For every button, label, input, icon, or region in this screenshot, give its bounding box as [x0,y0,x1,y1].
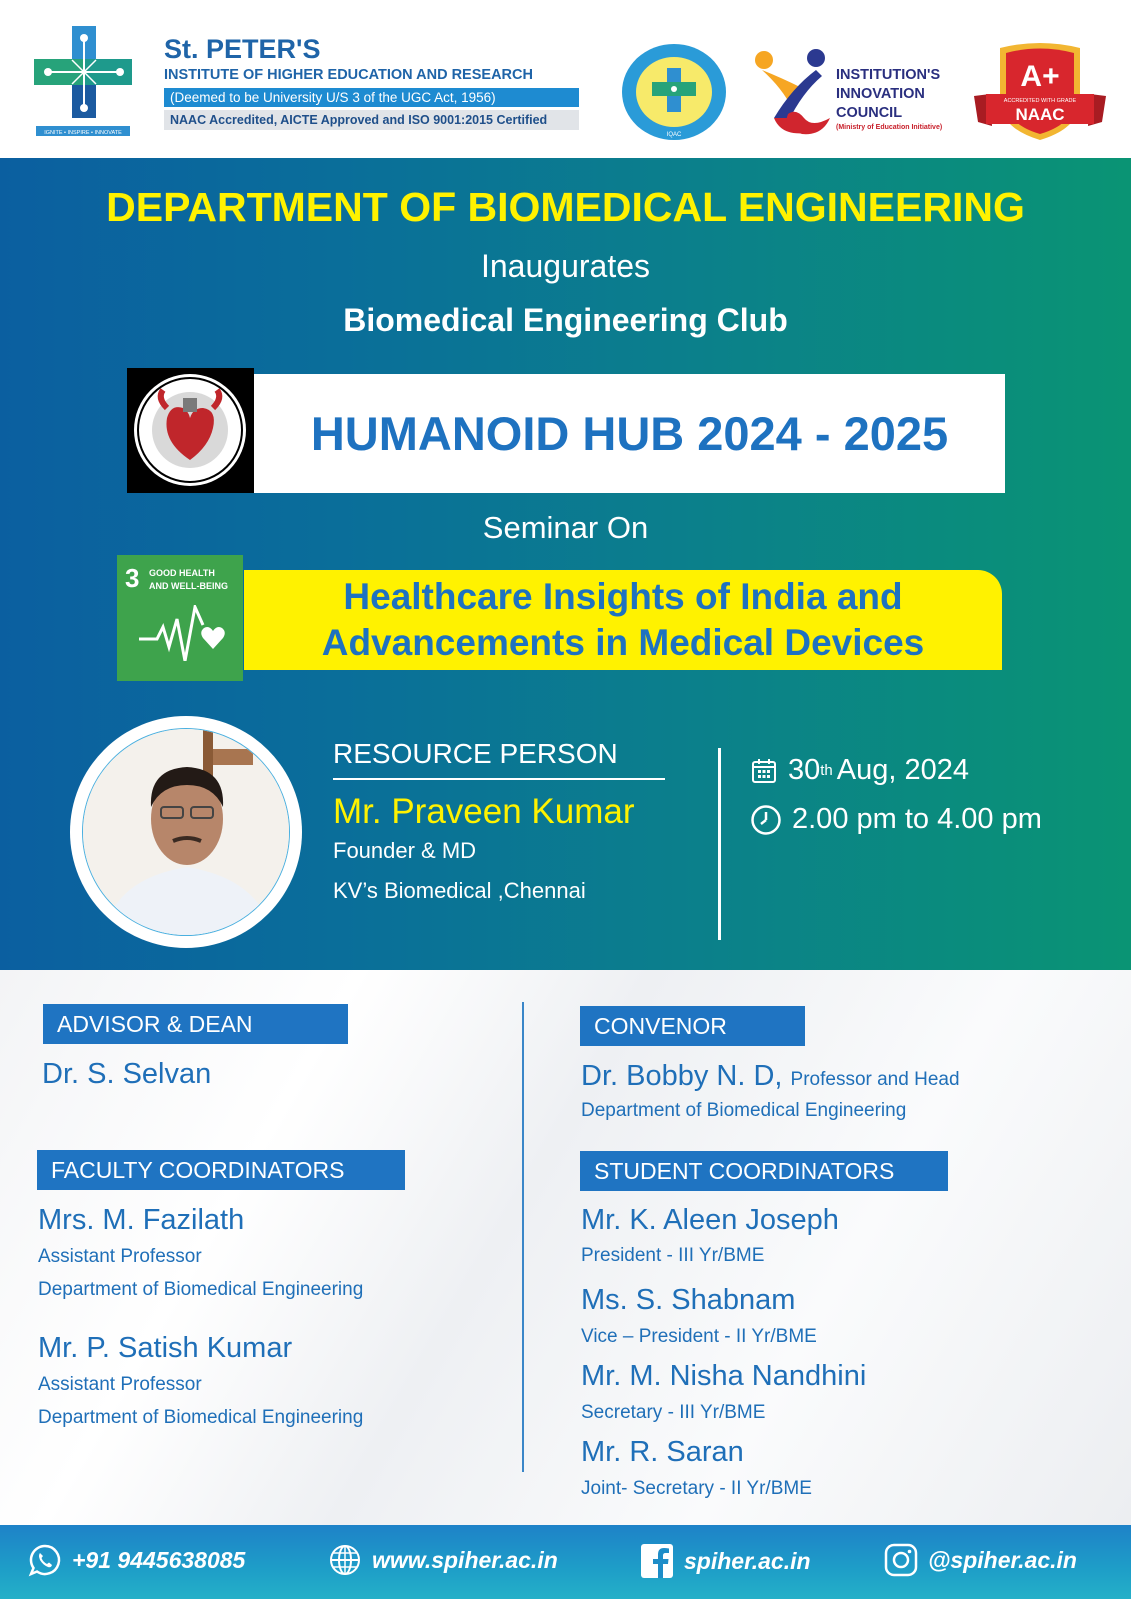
advisor-tag: ADVISOR & DEAN [43,1004,348,1044]
seminar-topic-line-2: Advancements in Medical Devices [321,622,925,663]
student-member-role: Secretary - III Yr/BME [581,1402,766,1423]
footer-phone-text: +91 9445638085 [72,1546,246,1573]
sdg-number: 3 [125,563,140,593]
department-title: DEPARTMENT OF BIOMEDICAL ENGINEERING [106,184,1025,230]
footer-facebook-text: spiher.ac.in [684,1547,811,1574]
convenor-title: Professor and Head [790,1069,960,1090]
seminar-topic-line-1: Healthcare Insights of India and [343,576,903,617]
iic-text-block [836,66,942,131]
institute-subtitle: INSTITUTE OF HIGHER EDUCATION AND RESEARCH [164,67,533,83]
student-member-name: Ms. S. Shabnam [581,1284,796,1316]
humanoid-hub-title-box [254,374,1005,493]
instagram-icon [884,1543,918,1577]
faculty-member-department: Department of Biomedical Engineering [38,1279,364,1300]
sdg-label [149,567,228,593]
resource-person-label: RESOURCE PERSON [333,738,665,780]
footer-website[interactable] [328,1543,558,1577]
person-silhouette-icon [83,729,290,936]
header [0,0,1131,158]
faculty-member-department: Department of Biomedical Engineering [38,1407,364,1428]
inaugurates-text: Inaugurates [480,248,650,284]
resource-person-role: Founder & MD [333,838,477,863]
student-member-role: Vice – President - II Yr/BME [581,1326,817,1347]
humanoid-hub-title: HUMANOID HUB 2024 - 2025 [310,407,949,460]
committee-divider [522,1002,524,1472]
advisor-name: Dr. S. Selvan [42,1058,212,1090]
student-member-role: President - III Yr/BME [581,1245,765,1266]
footer-facebook[interactable] [640,1543,811,1579]
convenor-name-line [581,1060,960,1093]
svg-text:IGNITE • INSPIRE • INNOVATE: IGNITE • INSPIRE • INNOVATE [44,130,122,136]
iic-line-2: INNOVATION [836,86,925,102]
faculty-member-designation: Assistant Professor [38,1246,202,1267]
seminar-on-label: Seminar On [482,510,649,545]
student-member-name: Mr. M. Nisha Nandhini [581,1360,867,1392]
iic-line-1: INSTITUTION'S [836,67,941,83]
student-member-role: Joint- Secretary - II Yr/BME [581,1478,812,1499]
institute-logo-icon [34,26,132,138]
svg-text:A+: A+ [1020,60,1060,93]
institute-deemed: (Deemed to be University U/S 3 of the UGC Act, 1956) [164,88,579,107]
iic-line-3: COUNCIL [836,105,903,121]
footer-instagram-text: @spiher.ac.in [928,1546,1077,1573]
student-member-name: Mr. K. Aleen Joseph [581,1204,839,1236]
committee-section [0,970,1131,1525]
iic-ministry: (Ministry of Education Initiative) [836,124,943,131]
resource-person-name: Mr. Praveen Kumar [333,792,635,831]
heart-emblem-icon [127,368,254,493]
contact-footer [0,1525,1131,1599]
institute-name: St. PETER'S [164,34,321,64]
convenor-tag: CONVENOR [580,1006,805,1046]
event-date-rest: Aug, 2024 [836,754,970,786]
svg-text:ACCREDITED WITH GRADE: ACCREDITED WITH GRADE [1003,98,1077,104]
naac-badge-icon [970,40,1110,142]
student-coordinators-tag: STUDENT COORDINATORS [580,1151,948,1191]
resource-person-block [333,738,665,904]
sdg-label-line-2: AND WELL-BEING [149,581,228,591]
sdg-3-badge [117,555,243,681]
faculty-member-name: Mrs. M. Fazilath [38,1204,245,1236]
footer-phone[interactable] [28,1543,245,1577]
faculty-member-designation: Assistant Professor [38,1374,202,1395]
institute-accreditation: NAAC Accredited, AICTE Approved and ISO 9001:2015 Certified [164,110,579,130]
seminar-topic-box [244,570,1002,670]
heartbeat-icon [137,605,227,661]
event-time-text: 2.00 pm to 4.00 pm [792,803,1042,835]
club-name: Biomedical Engineering Club [343,302,788,338]
speaker-photo [70,716,302,948]
vertical-divider [718,748,721,940]
resource-person-organization: KV’s Biomedical ,Chennai [333,878,586,903]
facebook-icon [640,1543,674,1579]
footer-instagram[interactable] [884,1543,1077,1577]
sdg-label-line-1: GOOD HEALTH [149,568,215,578]
iqac-logo-icon [620,42,728,142]
convenor-name: Dr. Bobby N. D, [581,1060,783,1092]
event-date-day: 30 [788,754,821,786]
institute-name-block [164,34,584,130]
faculty-coordinators-tag: FACULTY COORDINATORS [37,1150,405,1190]
svg-text:IQAC: IQAC [666,132,682,138]
footer-website-text: www.spiher.ac.in [372,1546,558,1573]
calendar-icon [750,757,778,785]
student-member-name: Mr. R. Saran [581,1436,744,1468]
convenor-department: Department of Biomedical Engineering [581,1100,907,1121]
hero-section [0,158,1131,970]
clock-icon [750,804,782,836]
humanoid-hub-logo [127,368,254,493]
faculty-member-name: Mr. P. Satish Kumar [38,1332,293,1364]
event-schedule [750,754,1042,852]
humanoid-hub-banner [127,368,1005,493]
whatsapp-icon [28,1543,62,1577]
event-date [750,754,1042,787]
svg-text:NAAC: NAAC [1015,105,1065,124]
event-date-suffix: th [820,762,833,779]
speaker-photo-frame [82,728,290,936]
iic-logo-icon [752,48,842,138]
globe-icon [328,1543,362,1577]
event-time [750,803,1042,836]
